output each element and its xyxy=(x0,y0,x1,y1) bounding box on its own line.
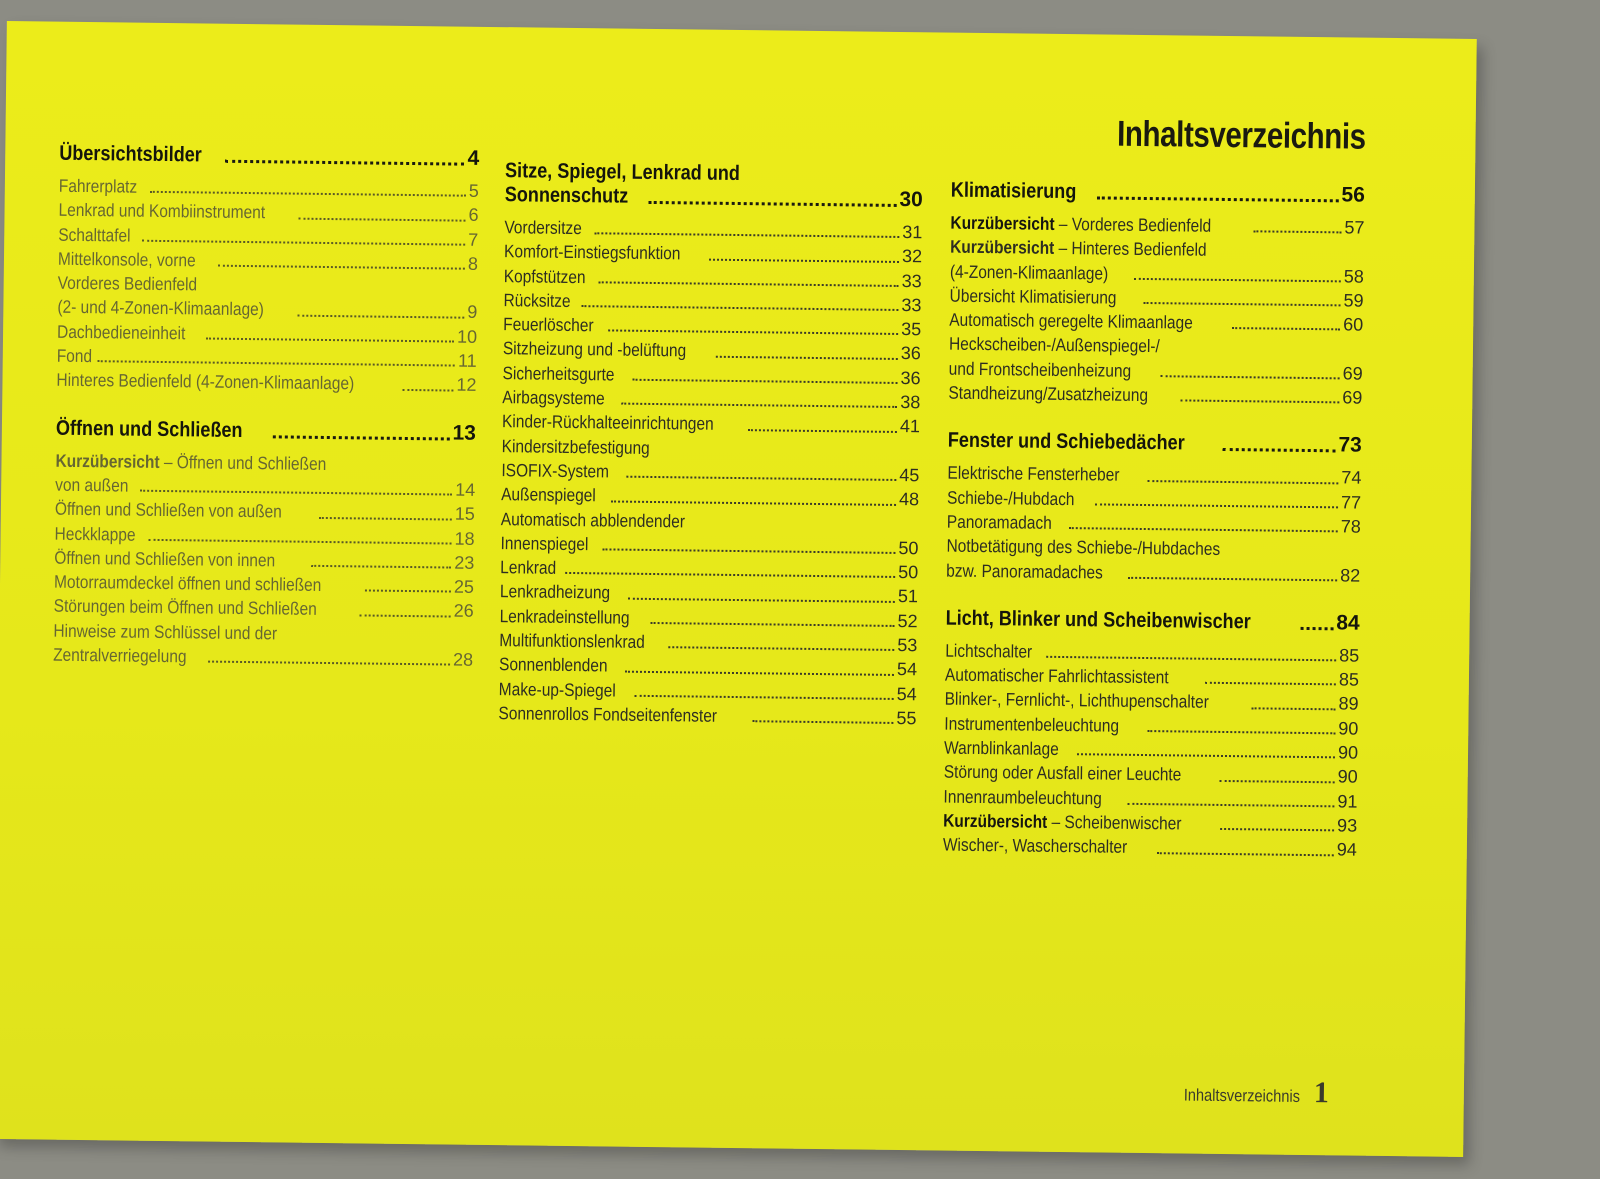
entry-text: Dachbedieneinheit xyxy=(56,321,186,344)
leader-dots xyxy=(753,720,894,724)
entry-text: Mittelkonsole, vorne xyxy=(57,248,196,271)
entry-text: Lenkradeinstellung xyxy=(499,605,630,628)
entry-page-number: 26 xyxy=(453,601,474,622)
section-heading[interactable] xyxy=(56,416,476,445)
section-page-number: 56 xyxy=(1341,183,1365,207)
entry-text: und Frontscheibenheizung xyxy=(948,358,1132,381)
entry-page-number: 53 xyxy=(897,635,918,656)
manual-page xyxy=(0,21,1477,1157)
entry-page-number: 69 xyxy=(1342,363,1363,384)
entry-page-number: 11 xyxy=(457,350,477,371)
entry-text: Elektrische Fensterheber xyxy=(947,462,1120,486)
entry-text: Motorraumdeckel öffnen und schließen xyxy=(53,571,322,596)
entry-page-number: 12 xyxy=(456,374,477,396)
leader-dots xyxy=(599,281,899,287)
entry-page-number: 9 xyxy=(467,302,478,323)
leader-dots xyxy=(626,476,896,481)
entry-page-number: 28 xyxy=(452,649,474,670)
section-heading-text: Öffnen und Schließen xyxy=(55,416,243,442)
entry-page-number: 8 xyxy=(467,253,479,274)
entry-text: Wischer-, Wascherschalter xyxy=(942,834,1128,858)
entry-text: Hinteres Bedienfeld (4-Zonen-Klimaanlage) xyxy=(56,370,355,394)
leader-dots xyxy=(716,356,898,360)
entry-text: Fahrerplatz xyxy=(58,175,138,197)
leader-dots xyxy=(648,201,896,207)
leader-dots xyxy=(273,435,450,440)
entry-page-number: 36 xyxy=(900,367,921,389)
entry-page-number: 91 xyxy=(1337,791,1358,812)
entry-page-number: 32 xyxy=(901,246,923,267)
section-page-number: 4 xyxy=(467,146,480,170)
leader-dots xyxy=(651,622,895,627)
entry-page-number: 31 xyxy=(902,222,923,243)
section-heading[interactable] xyxy=(505,183,923,212)
toc-entry[interactable] xyxy=(53,643,473,672)
entry-text: Innenspiegel xyxy=(500,532,589,555)
entry-text: Lenkradheizung xyxy=(499,581,611,603)
entry-text: Kurzübersicht – Öffnen und Schließen xyxy=(55,450,327,474)
leader-dots xyxy=(1157,852,1334,856)
leader-dots xyxy=(365,590,451,593)
entry-page-number: 23 xyxy=(454,552,475,573)
leader-dots xyxy=(225,160,465,166)
entry-page-number: 48 xyxy=(898,489,920,510)
entry-text: Standheizung/Zusatzheizung xyxy=(948,382,1149,406)
entry-page-number: 54 xyxy=(896,683,917,704)
leader-dots xyxy=(581,305,898,311)
entry-page-number: 41 xyxy=(899,416,921,437)
leader-dots xyxy=(98,361,455,367)
section-page-number: 73 xyxy=(1338,433,1362,458)
section-heading-text: Klimatisierung xyxy=(950,178,1077,204)
entry-bold-prefix: Kurzübersicht xyxy=(950,236,1055,259)
entry-text: Innenraumbeleuchtung xyxy=(943,786,1102,809)
leader-dots xyxy=(1134,278,1341,283)
entry-text: Airbagsysteme xyxy=(502,387,605,409)
entry-bold-prefix: Kurzübersicht xyxy=(950,212,1055,234)
entry-text: Heckklappe xyxy=(54,523,136,545)
entry-text: Notbetätigung des Schiebe-/Hubdaches xyxy=(946,535,1221,560)
leader-dots xyxy=(1128,577,1337,582)
entry-text: Sonnenblenden xyxy=(498,654,608,676)
leader-dots xyxy=(150,191,466,197)
entry-page-number: 50 xyxy=(898,537,919,559)
leader-dots xyxy=(565,572,895,578)
entry-page-number: 55 xyxy=(896,707,917,729)
toc-section xyxy=(498,159,923,730)
section-heading-text: Fenster und Schiebedächer xyxy=(947,428,1185,455)
entry-text: Öffnen und Schließen von innen xyxy=(54,547,276,571)
leader-dots xyxy=(625,670,894,675)
entry-page-number: 82 xyxy=(1340,564,1361,586)
leader-dots xyxy=(1161,375,1340,379)
leader-dots xyxy=(748,429,897,433)
leader-dots xyxy=(1205,682,1336,686)
leader-dots xyxy=(1252,707,1336,710)
toc-entry[interactable] xyxy=(948,381,1362,410)
section-page-number: 84 xyxy=(1336,611,1360,635)
leader-dots xyxy=(1232,328,1340,331)
entry-page-number: 69 xyxy=(1342,387,1363,408)
leader-dots xyxy=(608,330,898,336)
leader-dots xyxy=(628,597,895,602)
entry-page-number: 18 xyxy=(454,528,475,549)
toc-entry[interactable] xyxy=(943,833,1357,862)
leader-dots xyxy=(1077,754,1335,759)
section-heading-text: Übersichtsbilder xyxy=(59,141,202,167)
entry-page-number: 6 xyxy=(468,205,479,226)
section-heading-text: Sonnenschutz xyxy=(504,183,629,208)
entry-page-number: 85 xyxy=(1338,669,1360,690)
entry-page-number: 36 xyxy=(900,343,922,364)
entry-text: Übersicht Klimatisierung xyxy=(949,285,1117,308)
entry-page-number: 14 xyxy=(455,479,476,500)
leader-dots xyxy=(1147,730,1335,734)
entry-bold-prefix: Kurzübersicht xyxy=(55,450,160,472)
entry-page-number: 10 xyxy=(456,326,478,347)
leader-dots xyxy=(1220,780,1335,783)
entry-page-number: 60 xyxy=(1343,314,1364,335)
entry-text: Blinker-, Fernlicht-, Lichthupenschalter xyxy=(944,689,1209,713)
toc-entry[interactable] xyxy=(946,558,1360,587)
entry-page-number: 57 xyxy=(1344,217,1365,238)
section-heading-text: Licht, Blinker und Scheibenwischer xyxy=(945,606,1251,634)
leader-dots xyxy=(1147,480,1338,484)
entry-page-number: 58 xyxy=(1343,266,1364,287)
entry-text: Sicherheitsgurte xyxy=(502,362,615,385)
entry-text: Kopfstützen xyxy=(503,265,586,287)
page-footer xyxy=(1165,1074,1330,1110)
leader-dots xyxy=(1128,803,1335,808)
entry-page-number: 33 xyxy=(901,294,922,316)
entry-page-number: 90 xyxy=(1337,742,1359,763)
entry-text: Automatisch abblendender xyxy=(500,508,686,531)
section-heading[interactable] xyxy=(951,179,1365,208)
leader-dots xyxy=(360,614,451,617)
entry-page-number: 54 xyxy=(896,659,918,680)
entry-page-number: 89 xyxy=(1338,693,1359,715)
entry-text: von außen xyxy=(55,474,129,496)
leader-dots xyxy=(299,217,466,221)
entry-text: Störungen beim Öffnen und Schließen xyxy=(53,596,317,620)
page-title: Inhaltsverzeichnis xyxy=(1116,112,1366,157)
entry-page-number: 90 xyxy=(1338,718,1359,739)
entry-text: Fond xyxy=(56,345,93,367)
entry-page-number: 33 xyxy=(901,270,922,291)
entry-text: Öffnen und Schließen von außen xyxy=(54,498,282,522)
entry-text: Kinder-Rückhalteeinrichtungen xyxy=(501,411,714,435)
entry-text: Schiebe-/Hubdach xyxy=(947,487,1075,509)
leader-dots xyxy=(311,565,451,569)
section-heading-text: Sitze, Spiegel, Lenkrad und xyxy=(504,159,741,186)
entry-text: Kurzübersicht – Vorderes Bedienfeld xyxy=(950,212,1212,236)
toc-entry[interactable] xyxy=(500,531,918,560)
section-heading[interactable] xyxy=(946,606,1360,635)
leader-dots xyxy=(1069,527,1338,532)
section-heading[interactable] xyxy=(59,142,479,171)
entry-text: Feuerlöscher xyxy=(503,314,594,336)
entry-text: Lenkrad xyxy=(500,557,557,578)
entry-text: Kurzübersicht – Scheibenwischer xyxy=(943,810,1182,834)
entry-page-number: 94 xyxy=(1336,839,1357,860)
entry-page-number: 51 xyxy=(897,586,919,607)
entry-bold-prefix: Kurzübersicht xyxy=(943,810,1048,832)
toc-section xyxy=(53,416,476,672)
leader-dots xyxy=(140,490,452,496)
leader-dots xyxy=(1144,302,1341,306)
entry-page-number: 78 xyxy=(1340,516,1361,537)
leader-dots xyxy=(1046,656,1336,662)
entry-text: Schalttafel xyxy=(58,224,131,246)
entry-text: Lichtschalter xyxy=(945,640,1033,662)
entry-text: Instrumentenbeleuchtung xyxy=(944,713,1120,736)
leader-dots xyxy=(1223,448,1335,452)
entry-page-number: 5 xyxy=(468,180,479,201)
entry-text: ISOFIX-System xyxy=(501,460,610,482)
leader-dots xyxy=(1254,231,1342,234)
section-page-number: 30 xyxy=(899,187,923,212)
leader-dots xyxy=(1097,196,1339,202)
entry-text: Rücksitze xyxy=(503,290,571,311)
entry-text: Komfort-Einstiegsfunktion xyxy=(503,241,681,264)
entry-page-number: 25 xyxy=(453,576,475,597)
entry-text: bzw. Panoramadaches xyxy=(946,560,1103,583)
toc-entry[interactable] xyxy=(498,701,916,730)
toc-section xyxy=(56,142,479,398)
footer-label: Inhaltsverzeichnis xyxy=(1183,1085,1300,1106)
leader-dots xyxy=(621,403,897,408)
entry-text: Kindersitzbefestigung xyxy=(501,435,650,458)
leader-dots xyxy=(142,240,465,246)
toc-column-2 xyxy=(498,159,923,750)
toc-entry[interactable] xyxy=(56,368,476,397)
entry-text: Warnblinkanlage xyxy=(943,737,1059,760)
leader-dots xyxy=(1220,828,1334,831)
entry-text: Automatisch geregelte Klimaanlage xyxy=(949,309,1193,333)
entry-text: Zentralverriegelung xyxy=(53,644,187,667)
section-page-number: 13 xyxy=(452,421,477,445)
entry-page-number: 77 xyxy=(1340,492,1362,513)
leader-dots xyxy=(319,516,452,520)
entry-text: Automatischer Fahrlichtassistent xyxy=(944,664,1169,688)
entry-page-number: 74 xyxy=(1341,467,1362,489)
entry-text: (2- und 4-Zonen-Klimaanlage) xyxy=(57,297,265,320)
leader-dots xyxy=(149,539,452,545)
entry-page-number: 52 xyxy=(897,610,918,631)
entry-page-number: 85 xyxy=(1339,645,1360,666)
entry-text: Heckscheiben-/Außenspiegel-/ xyxy=(948,334,1160,357)
leader-dots xyxy=(633,379,898,384)
entry-page-number: 38 xyxy=(900,392,921,413)
leader-dots xyxy=(1180,400,1339,404)
entry-page-number: 59 xyxy=(1343,290,1364,311)
leader-dots xyxy=(594,233,899,239)
entry-text: Lenkrad und Kombiinstrument xyxy=(58,200,266,223)
toc-section xyxy=(943,606,1360,862)
entry-page-number: 7 xyxy=(468,229,479,250)
section-heading[interactable] xyxy=(948,429,1362,458)
entry-text: Multifunktionslenkrad xyxy=(499,630,645,652)
entry-text: Vordersitze xyxy=(504,217,582,239)
entry-page-number: 45 xyxy=(899,464,920,486)
leader-dots xyxy=(206,338,454,343)
leader-dots xyxy=(208,661,450,666)
leader-dots xyxy=(603,549,896,555)
entry-text: Kurzübersicht – Hinteres Bedienfeld xyxy=(950,236,1207,261)
entry-text: Vorderes Bedienfeld xyxy=(57,272,198,295)
entry-page-number: 35 xyxy=(901,319,922,340)
leader-dots xyxy=(297,314,464,318)
entry-text: Außenspiegel xyxy=(501,484,596,506)
entry-page-number: 90 xyxy=(1337,766,1358,787)
entry-text: Hinweise zum Schlüssel und der xyxy=(53,620,278,644)
entry-text: (4-Zonen-Klimaanlage) xyxy=(949,261,1109,284)
toc-section xyxy=(948,179,1365,410)
leader-dots xyxy=(635,695,894,700)
toc-section xyxy=(946,429,1362,588)
leader-dots xyxy=(668,647,894,652)
entry-text: Make-up-Spiegel xyxy=(498,678,616,701)
entry-text: Sitzheizung und -belüftung xyxy=(502,338,687,361)
leader-dots xyxy=(611,500,896,505)
entry-text: Sonnenrollos Fondseitenfenster xyxy=(498,703,718,726)
entry-text: Störung oder Ausfall einer Leuchte xyxy=(943,761,1182,785)
entry-page-number: 93 xyxy=(1337,815,1358,836)
leader-dots xyxy=(218,265,465,270)
leader-dots xyxy=(1300,627,1333,630)
entry-page-number: 50 xyxy=(898,562,919,583)
toc-column-3 xyxy=(942,179,1365,883)
entry-page-number: 15 xyxy=(454,503,476,525)
toc-column-1 xyxy=(53,142,480,692)
entry-text: Panoramadach xyxy=(946,511,1052,533)
leader-dots xyxy=(403,389,454,392)
page-number: 1 xyxy=(1313,1076,1330,1110)
leader-dots xyxy=(1095,503,1338,508)
leader-dots xyxy=(709,258,899,262)
